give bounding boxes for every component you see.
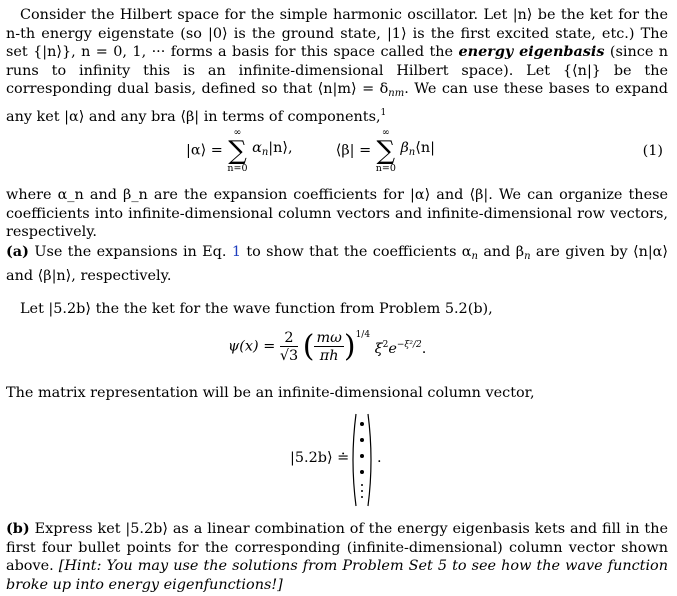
quarter-exponent: 1/4: [355, 330, 371, 340]
left-paren: (: [302, 329, 315, 364]
eq1-term1-tail: |n⟩,: [268, 140, 293, 157]
eq2-period: .: [421, 340, 427, 357]
sum-1-sigma: ∑: [228, 136, 247, 166]
coefficients-paragraph: where α_n and β_n are the expansion coefficients for |α⟩ and ⟨β|. We can organize these coefficients into infinite-dimensional column vectors and infinite-dimensional row vectors, respectively.: [6, 187, 668, 241]
part-b-label: (b): [6, 520, 30, 537]
intro-paragraph: [6, 6, 668, 127]
xi-exponent: 2: [382, 339, 389, 350]
psi-lhs: ψ(x) =: [228, 338, 276, 355]
equation-1-number: (1): [642, 143, 663, 159]
intro-text-2: (since n runs to infinity this is an infinite-dimensional Hilbert space). Let {⟨n|} be the corresponding dual basis, defined so that ⟨n|m⟩ = δ: [6, 44, 669, 98]
sum-2-lower: n=0: [375, 163, 396, 174]
eq1-alpha-sub: n: [261, 147, 269, 159]
part-a-label: (a): [6, 243, 29, 260]
sum-2-upper: ∞: [381, 127, 390, 138]
ket-5-2b-lhs: |5.2b⟩ ≐: [290, 450, 350, 466]
energy-eigenbasis-term: energy eigenbasis: [458, 43, 605, 61]
part-a-beta-sub: n: [524, 251, 531, 262]
vector-bullet-2[interactable]: [360, 438, 364, 442]
eq1-lhs-bra: ⟨β| =: [335, 142, 372, 159]
part-b: [6, 520, 668, 594]
exp-base: e: [388, 340, 397, 357]
part-a: [6, 243, 668, 285]
vector-ellipsis-dot-3: [361, 496, 363, 498]
vector-left-bracket: [353, 414, 356, 506]
wavefunction-intro: Let |5.2b⟩ the the ket for the wave function from Problem 5.2(b),: [20, 301, 493, 317]
vector-bullet-1[interactable]: [360, 422, 364, 426]
footnote-mark: 1: [380, 107, 387, 118]
vector-ellipsis-dot-2: [361, 490, 363, 492]
intro-text-1: Consider the Hilbert space for the simple harmonic oscillator. Let |n⟩ be the ket for the n-th energy eigenstate (so |0⟩ is the ground state, |1⟩ is the first excited state, etc.) The set {|n⟩}, n = 0, 1, ··· forms a basis for this space called the: [6, 7, 668, 61]
frac-2-over-root3: [280, 330, 298, 365]
gaussian-exponent: −ξ²/2: [396, 339, 422, 350]
inner-denominator: πh: [319, 347, 339, 364]
equation-1: [186, 128, 435, 178]
vector-right-bracket: [368, 414, 371, 506]
right-paren: ): [343, 329, 356, 364]
sum-symbol-1: [227, 128, 247, 174]
equation-ref-link[interactable]: 1: [231, 244, 241, 260]
eq3-period: .: [377, 450, 382, 466]
xi-symbol: ξ: [374, 340, 383, 357]
sum-2-sigma: ∑: [376, 136, 396, 166]
part-b-hint: [Hint: You may use the solutions from Problem Set 5 to see how the wave function broke up into energy eigenfunctions!]: [6, 558, 668, 593]
sum-1-lower: n=0: [227, 163, 248, 174]
eq1-alpha: α: [252, 140, 262, 157]
part-b-text: Express ket |5.2b⟩ as a linear combination of the energy eigenbasis kets and fill in the first four bullet points for the corresponding (infinite-dimensional) column vector shown above.: [6, 521, 668, 575]
vector-ellipsis-dot-1: [361, 484, 363, 486]
eq1-beta-sub: n: [408, 147, 416, 159]
inner-numerator: mω: [316, 329, 342, 346]
delta-subscript: nm: [388, 88, 405, 100]
sum-symbol-2: [376, 128, 396, 174]
part-a-text-2: to show that the coefficients α: [246, 244, 472, 260]
frac-m-omega-over-pi-h: [314, 330, 343, 365]
vector-bullet-3[interactable]: [360, 454, 364, 458]
frac-numerator: 2: [280, 330, 298, 347]
eq1-beta: β: [400, 140, 409, 157]
frac-denominator: √3: [279, 347, 299, 364]
sum-1-upper: ∞: [233, 127, 242, 138]
column-vector: [349, 412, 375, 508]
column-vector-intro: The matrix representation will be an infinite-dimensional column vector,: [6, 385, 535, 401]
part-a-alpha-sub: n: [471, 251, 478, 262]
column-vector-graphic: [349, 412, 375, 508]
equation-2: [228, 326, 426, 370]
part-a-text-3: and β: [483, 244, 525, 260]
vector-bullet-4[interactable]: [360, 470, 364, 474]
eq1-term2-tail: ⟨n|: [415, 140, 435, 157]
part-a-text-1: Use the expansions in Eq.: [34, 244, 227, 260]
eq1-lhs-ket: |α⟩ =: [186, 142, 223, 159]
part-a-text-4: are given by ⟨n|α⟩ and ⟨β|n⟩, respectively.: [6, 244, 669, 284]
intro-text-3: . We can use these bases to expand any ket |α⟩ and any bra ⟨β| in terms of components,: [6, 81, 669, 125]
